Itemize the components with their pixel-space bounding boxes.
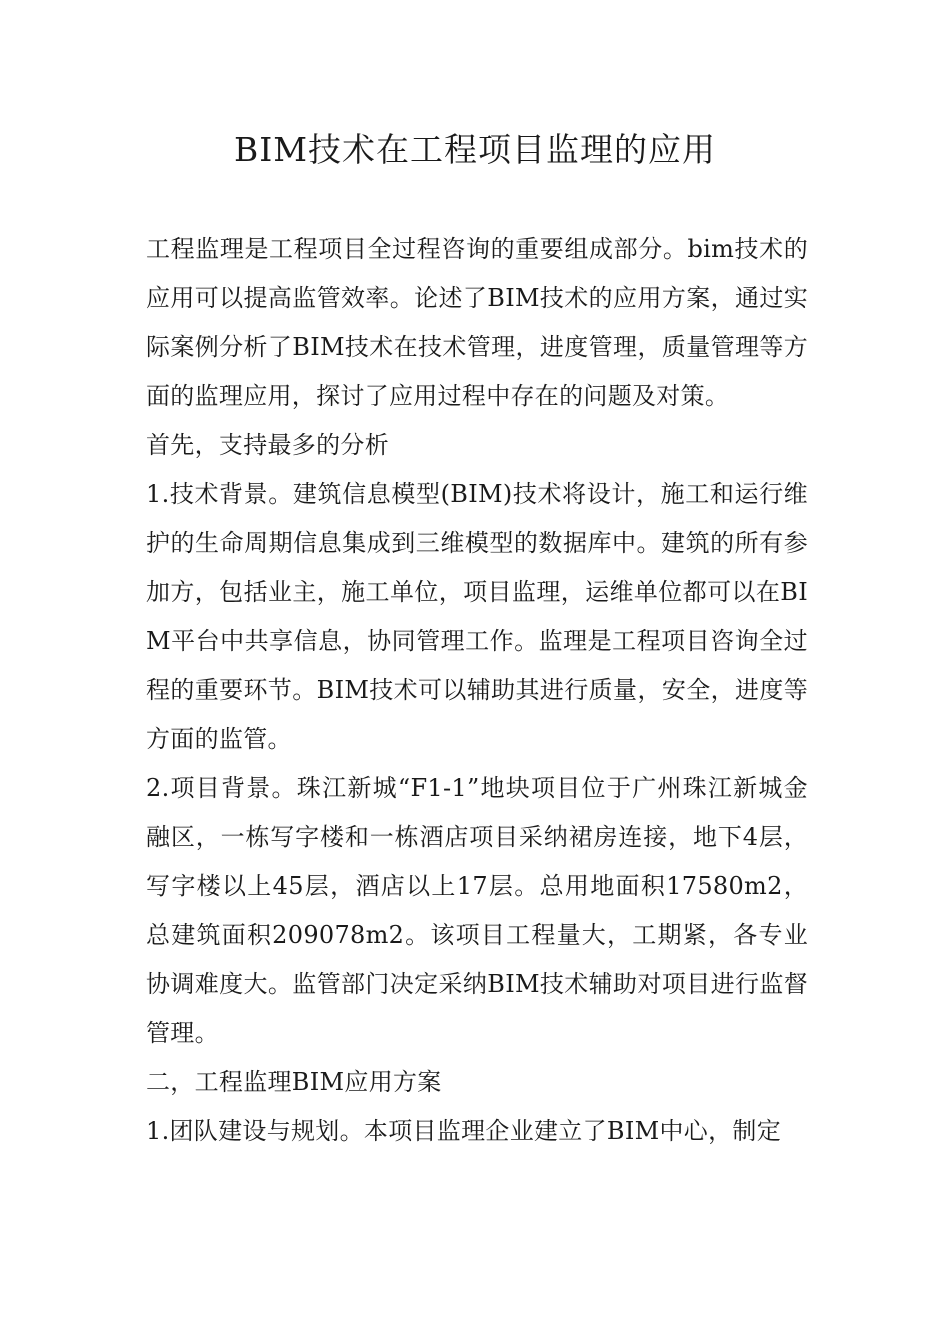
paragraph-team-building: 1.团队建设与规划。本项目监理企业建立了BIM中心，制定 (146, 1117, 781, 1145)
document-title: BIM技术在工程项目监理的应用 (233, 130, 717, 169)
document-body (146, 225, 808, 1156)
paragraph-heading-bim-plan: 二，工程监理BIM应用方案 (146, 1068, 442, 1096)
paragraph-heading-analysis: 首先，支持最多的分析 (146, 431, 389, 459)
paragraph-project-background: 2.项目背景。珠江新城“F1-1”地块项目位于广州珠江新城金融区，一栋写字楼和一栋酒店项目采纳裙房连接，地下4层，写字楼以上45层，酒店以上17层。总用地面积17580m2，总建筑面积209078m2。该项目工程量大，工期紧，各专业协调难度大。监管部门决定采纳BIM技术辅助对项目进行监督管理。 (146, 774, 808, 1047)
paragraph-abstract: 工程监理是工程项目全过程咨询的重要组成部分。bim技术的应用可以提高监管效率。论述了BIM技术的应用方案，通过实际案例分析了BIM技术在技术管理，进度管理，质量管理等方面的监理应用，探讨了应用过程中存在的问题及对策。 (146, 235, 808, 410)
paragraph-technical-background: 1.技术背景。建筑信息模型(BIM)技术将设计，施工和运行维护的生命周期信息集成到三维模型的数据库中。建筑的所有参加方，包括业主，施工单位，项目监理，运维单位都可以在BIM平台中共享信息，协同管理工作。监理是工程项目咨询全过程的重要环节。BIM技术可以辅助其进行质量，安全，进度等方面的监管。 (146, 480, 808, 753)
